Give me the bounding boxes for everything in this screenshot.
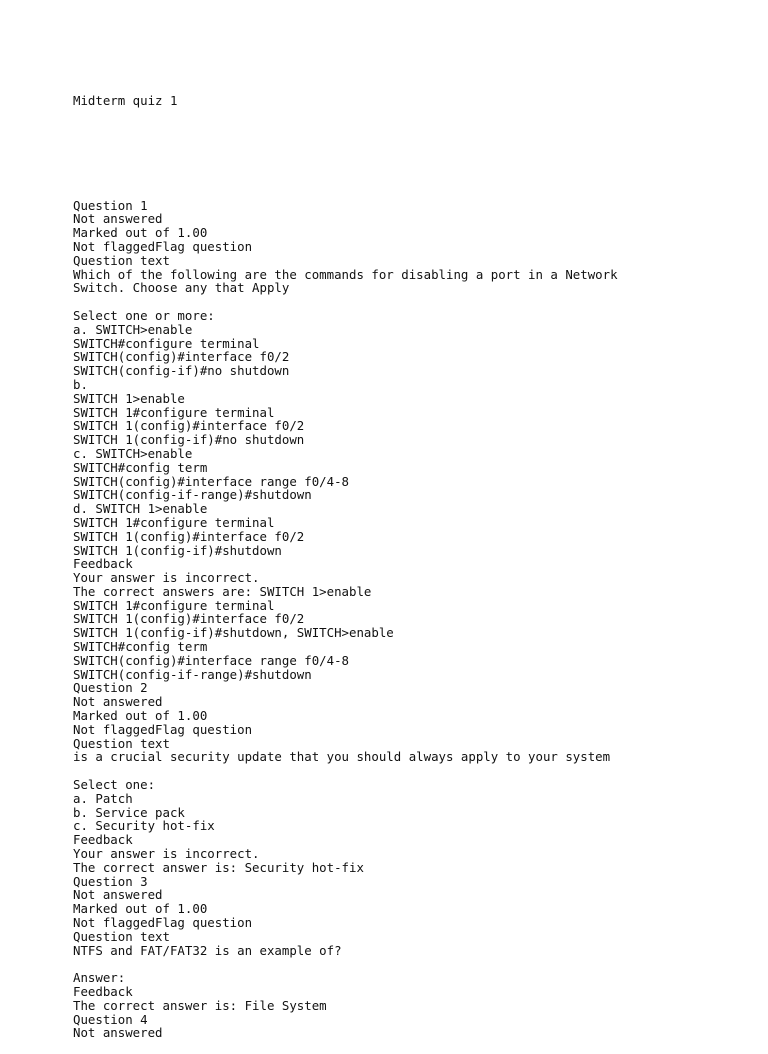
text-line: SWITCH 1#configure terminal [73, 514, 275, 530]
text-line: Marked out of 1.00 [73, 708, 208, 724]
document-title: Midterm quiz 1 [73, 92, 178, 108]
text-line: Marked out of 1.00 [73, 225, 208, 241]
text-line: a. SWITCH>enable [73, 321, 193, 337]
text-line: Select one or more: [73, 307, 215, 323]
blank-line [73, 764, 753, 778]
text-line: SWITCH 1(config)#interface f0/2 [73, 611, 305, 627]
text-line: SWITCH 1(config-if)#shutdown, SWITCH>enable [73, 625, 394, 641]
text-line: Feedback [73, 556, 133, 572]
text-line: SWITCH 1#configure terminal [73, 404, 275, 420]
text-line: NTFS and FAT/FAT32 is an example of? [73, 942, 342, 958]
text-line: is a crucial security update that you should always apply to your system [73, 749, 611, 765]
text-line: The correct answers are: SWITCH 1>enable [73, 583, 372, 599]
text-line: Your answer is incorrect. [73, 846, 260, 862]
text-line: SWITCH 1(config-if)#shutdown [73, 542, 282, 558]
text-line: d. SWITCH 1>enable [73, 501, 208, 517]
text-line: SWITCH 1>enable [73, 390, 185, 406]
text-line: c. Security hot-fix [73, 818, 215, 834]
text-line: Question 4 [73, 1011, 148, 1027]
text-line: b. [73, 376, 88, 392]
text-line: SWITCH 1(config)#interface f0/2 [73, 418, 305, 434]
text-line: Marked out of 1.00 [73, 901, 208, 917]
text-line: Switch. Choose any that Apply [73, 280, 290, 296]
blank-line [73, 295, 753, 309]
text-line: SWITCH 1#configure terminal [73, 597, 275, 613]
text-line: SWITCH(config-if-range)#shutdown [73, 487, 312, 503]
title-spacer [73, 135, 753, 171]
text-line: Not answered [73, 1025, 163, 1041]
text-line: Select one: [73, 777, 156, 793]
text-line: c. SWITCH>enable [73, 445, 193, 461]
text-line: Question 3 [73, 873, 148, 889]
text-line: SWITCH#config term [73, 639, 208, 655]
text-line: SWITCH#config term [73, 459, 208, 475]
text-line: Not flaggedFlag question [73, 915, 253, 931]
document-page [73, 66, 753, 1054]
text-line: Question text [73, 928, 170, 944]
text-line: The correct answer is: File System [73, 997, 327, 1013]
text-line: Question 2 [73, 680, 148, 696]
text-line: SWITCH(config)#interface range f0/4-8 [73, 473, 350, 489]
text-line: a. Patch [73, 790, 133, 806]
text-line: Not answered [73, 694, 163, 710]
text-line: Question text [73, 735, 170, 751]
text-line: Answer: [73, 970, 126, 986]
text-line: Which of the following are the commands for disabling a port in a Network [73, 266, 618, 282]
document-body [73, 199, 753, 1041]
text-line: SWITCH(config)#interface range f0/4-8 [73, 652, 350, 668]
text-line: SWITCH(config)#interface f0/2 [73, 349, 290, 365]
text-line: Not flaggedFlag question [73, 238, 253, 254]
text-line: SWITCH#configure terminal [73, 335, 260, 351]
text-line: SWITCH 1(config-if)#no shutdown [73, 432, 305, 448]
text-line: SWITCH(config-if)#no shutdown [73, 363, 290, 379]
text-line: Feedback [73, 832, 133, 848]
text-line: SWITCH(config-if-range)#shutdown [73, 666, 312, 682]
text-line: Not answered [73, 887, 163, 903]
text-line: b. Service pack [73, 804, 185, 820]
blank-line [73, 957, 753, 971]
text-line: Question text [73, 252, 170, 268]
text-line: The correct answer is: Security hot-fix [73, 859, 364, 875]
text-line: SWITCH 1(config)#interface f0/2 [73, 528, 305, 544]
text-line: Your answer is incorrect. [73, 570, 260, 586]
text-line: Not flaggedFlag question [73, 721, 253, 737]
text-line: Not answered [73, 211, 163, 227]
text-line: Feedback [73, 984, 133, 999]
text-line: Question 1 [73, 197, 148, 213]
